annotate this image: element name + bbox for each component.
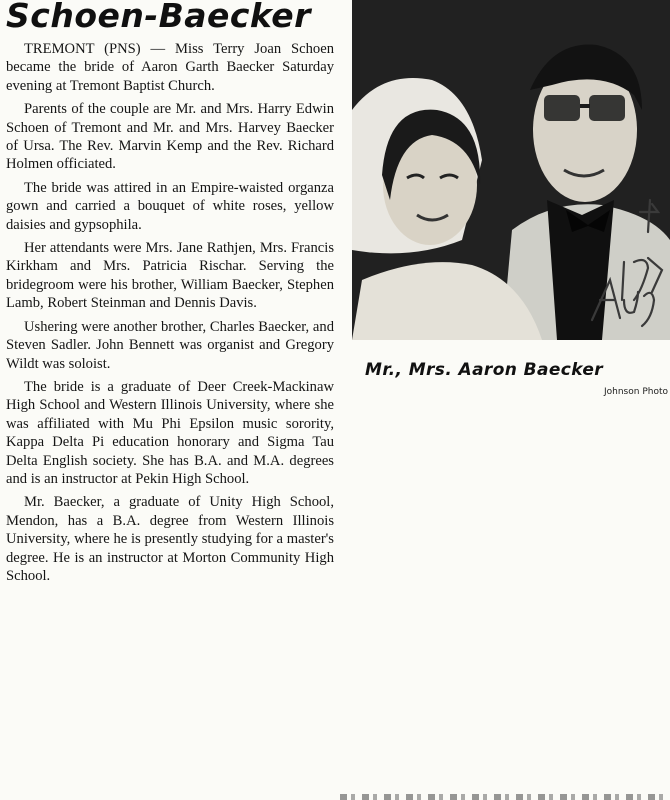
article-paragraph: TREMONT (PNS) — Miss Terry Joan Schoen became the bride of Aaron Garth Baecker Saturday evening at Tremont Baptist Church. [6, 41, 334, 94]
torn-edge-remnant [340, 794, 670, 800]
article-paragraph: Her attendants were Mrs. Jane Rathjen, Mrs. Francis Kirkham and Mrs. Patricia Rischar. Serving the bridegroom were his brother, William Baecker, Stephen Lamb, Robert Steinman and Dennis Davis. [6, 240, 334, 312]
article-paragraph: Mr. Baecker, a graduate of Unity High School, Mendon, has a B.A. degree from Western Illinois University, where he is presently studying for a master's degree. He is an instructor at Morton Community High School. [6, 494, 334, 584]
headline: Schoen-Baecker [6, 0, 311, 35]
article-paragraph: The bride was attired in an Empire-waisted organza gown and carried a bouquet of white roses, yellow daisies and gypsophila. [6, 179, 334, 233]
article-body [6, 40, 334, 590]
article-paragraph: Ushering were another brother, Charles Baecker, and Steven Sadler. John Bennett was organist and Gregory Wildt was soloist. [6, 318, 334, 372]
photo-credit: Johnson Photo [603, 387, 668, 397]
article-paragraph: The bride is a graduate of Deer Creek-Mackinaw High School and Western Illinois University, where she was affiliated with Mu Phi Epsilon music sorority, Kappa Delta Pi education honorary and Sigma Tau Delta English society. She has B.A. and M.A. degrees and is an instructor at Pekin High School. [6, 378, 334, 487]
couple-photo [352, 0, 670, 340]
article-paragraph: Parents of the couple are Mr. and Mrs. Harry Edwin Schoen of Tremont and Mr. and Mrs. Harvey Baecker of Ursa. The Rev. Marvin Kemp and the Rev. Richard Holmen officiated. [6, 101, 334, 173]
photo-caption: Mr., Mrs. Aaron Baecker [365, 360, 604, 380]
